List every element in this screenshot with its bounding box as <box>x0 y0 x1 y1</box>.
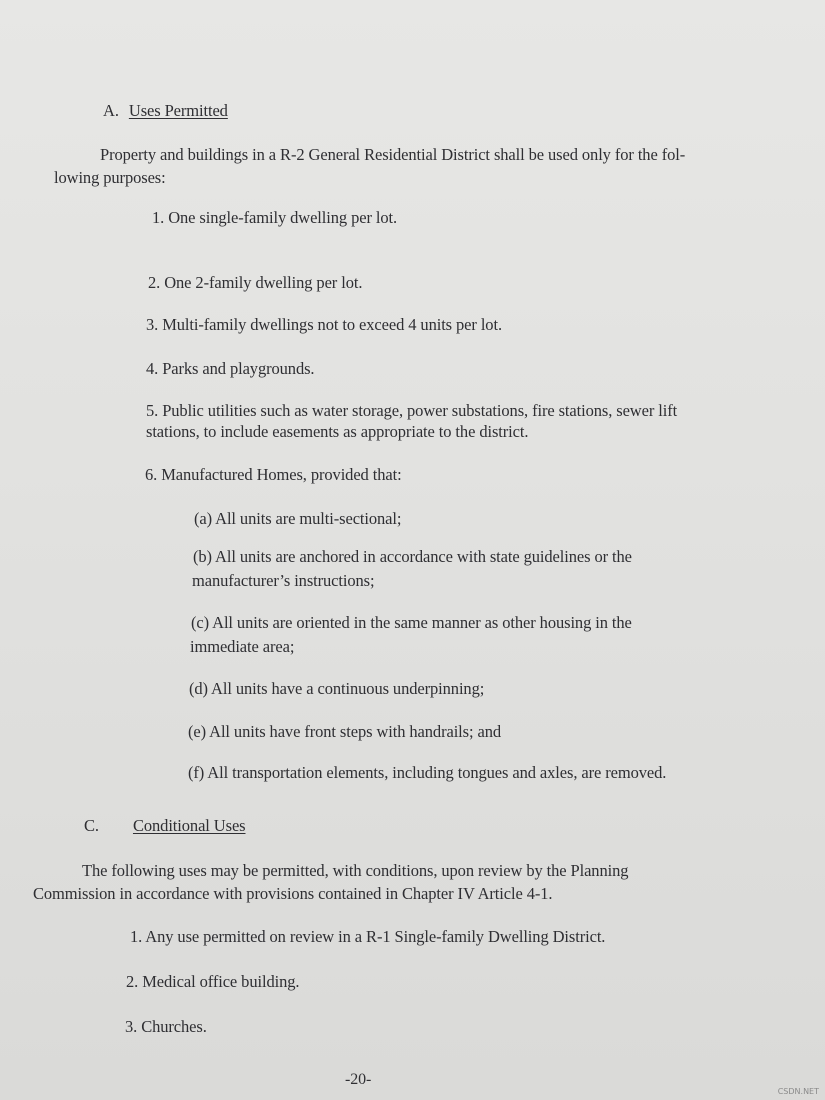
sub-item-f: (f) All transportation elements, including tongues and axles, are removed. <box>188 763 667 782</box>
sub-item-e: (e) All units have front steps with handrails; and <box>188 722 502 741</box>
section-a-title: Uses Permitted <box>128 101 228 120</box>
sub-item-b-line1: (b) All units are anchored in accordance with state guidelines or the <box>193 547 632 566</box>
section-c-intro-line1: The following uses may be permitted, with conditions, upon review by the Planning <box>82 861 629 880</box>
sub-item-d: (d) All units have a continuous underpinning; <box>189 679 485 698</box>
section-c-item-2: 2. Medical office building. <box>126 972 300 991</box>
watermark: CSDN.NET <box>777 1087 819 1096</box>
section-a-heading <box>103 101 228 121</box>
section-a-intro-line2: lowing purposes: <box>54 168 166 187</box>
section-c-title: Conditional Uses <box>132 816 246 835</box>
section-c-letter: C. <box>84 816 99 835</box>
sub-item-c-line2: immediate area; <box>190 637 295 656</box>
section-a-item-6: 6. Manufactured Homes, provided that: <box>145 465 402 484</box>
section-a-item-1: 1. One single-family dwelling per lot. <box>152 208 398 227</box>
section-c-item-1: 1. Any use permitted on review in a R-1 Single-family Dwelling District. <box>130 927 606 946</box>
section-c-heading <box>84 816 246 836</box>
section-a-intro-line1: Property and buildings in a R-2 General Residential District shall be used only for the fol- <box>100 145 686 164</box>
section-a-item-5-line2: stations, to include easements as appropriate to the district. <box>146 422 529 441</box>
section-a-item-2: 2. One 2-family dwelling per lot. <box>148 273 363 292</box>
sub-item-c-line1: (c) All units are oriented in the same manner as other housing in the <box>191 613 632 632</box>
sub-item-a: (a) All units are multi-sectional; <box>194 509 402 528</box>
section-a-item-4: 4. Parks and playgrounds. <box>146 359 315 378</box>
sub-item-b-line2: manufacturer’s instructions; <box>192 571 375 590</box>
section-a-item-5-line1: 5. Public utilities such as water storage, power substations, fire stations, sewer lift <box>146 401 678 420</box>
section-c-item-3: 3. Churches. <box>125 1017 207 1036</box>
section-a-item-3: 3. Multi-family dwellings not to exceed 4 units per lot. <box>146 315 502 334</box>
page-number: -20- <box>345 1071 372 1088</box>
section-a-letter: A. <box>103 101 119 120</box>
section-c-intro-line2: Commission in accordance with provisions contained in Chapter IV Article 4-1. <box>33 884 553 903</box>
